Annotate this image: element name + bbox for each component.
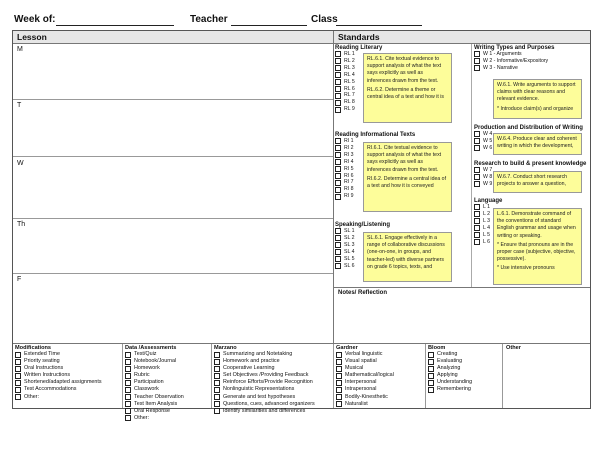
checkbox-label: RI 9 bbox=[344, 193, 354, 200]
checkbox[interactable] bbox=[125, 352, 131, 358]
checkbox-item[interactable] bbox=[15, 358, 123, 365]
checkbox-label: Bodily-Kinesthetic bbox=[345, 393, 388, 400]
checkbox-item[interactable] bbox=[428, 365, 502, 372]
reading-literary-title: Reading Literary bbox=[335, 45, 383, 51]
checkbox[interactable] bbox=[335, 58, 341, 64]
day-thursday: Th bbox=[17, 221, 26, 228]
checkbox-item[interactable] bbox=[336, 386, 424, 393]
checkbox-label: RI 5 bbox=[344, 165, 354, 172]
checkbox[interactable] bbox=[336, 394, 342, 400]
other-section[interactable] bbox=[506, 345, 588, 351]
checkbox-item[interactable] bbox=[428, 372, 502, 379]
checkbox-item[interactable] bbox=[214, 401, 332, 408]
checkbox-label: RL 4 bbox=[344, 71, 355, 78]
checkbox-label: W 2 - Informative/Expository bbox=[483, 57, 549, 64]
checkbox-label: Homework bbox=[134, 365, 160, 372]
speaking-listening-title: Speaking/Listening bbox=[335, 222, 391, 228]
checkbox-label: Teacher Observation bbox=[134, 393, 184, 400]
checkbox[interactable] bbox=[214, 373, 220, 379]
checkbox-label: Priority seating bbox=[24, 358, 60, 365]
checkbox[interactable] bbox=[15, 373, 21, 379]
reading-informational-notes[interactable] bbox=[363, 142, 452, 212]
checkbox-item[interactable] bbox=[15, 351, 123, 358]
note-text: W.6.7. Conduct short research projects to answer a question, bbox=[497, 174, 568, 188]
checkbox-item[interactable] bbox=[15, 379, 123, 386]
checkbox-item[interactable] bbox=[336, 358, 424, 365]
note-text: W.6.1. Write arguments to support claims with clear reasons and relevant evidence. bbox=[497, 82, 576, 103]
checkbox-label: W 6 bbox=[483, 144, 493, 151]
class-label: Class bbox=[311, 14, 338, 25]
checkbox-label: W 7 bbox=[483, 167, 493, 173]
checkbox-label: Reinforce Efforts/Provide Recognition bbox=[223, 379, 313, 386]
checkbox[interactable] bbox=[335, 138, 341, 144]
gardner-section bbox=[336, 345, 424, 408]
checkbox[interactable] bbox=[474, 174, 480, 180]
checkbox-label: RL 1 bbox=[344, 51, 355, 57]
production-notes[interactable] bbox=[493, 133, 582, 155]
checkbox[interactable] bbox=[335, 235, 341, 241]
checkbox[interactable] bbox=[15, 352, 21, 358]
checkbox-label: Classwork bbox=[134, 386, 159, 393]
checkbox[interactable] bbox=[336, 387, 342, 393]
checkbox-label: Set Objectives /Providing Feedback bbox=[223, 372, 309, 379]
modifications-list bbox=[15, 351, 123, 401]
checkbox[interactable] bbox=[428, 366, 434, 372]
checkbox-label: RL 9 bbox=[344, 106, 355, 113]
week-of-label: Week of: bbox=[14, 14, 56, 25]
checkbox[interactable] bbox=[335, 263, 341, 269]
checkbox-label: L 3 bbox=[483, 217, 491, 224]
marzano-list bbox=[214, 351, 332, 415]
checkbox-item[interactable] bbox=[15, 372, 123, 379]
other-title: Other bbox=[506, 345, 521, 351]
checkbox-label: Interpersonal bbox=[345, 379, 377, 386]
checkbox-label: Nonlinguistic Representations bbox=[223, 386, 295, 393]
checkbox-item[interactable] bbox=[214, 358, 332, 365]
checkbox[interactable] bbox=[214, 366, 220, 372]
checkbox-label: Creating bbox=[437, 351, 458, 357]
checkbox-label: RI 8 bbox=[344, 186, 354, 193]
checkbox[interactable] bbox=[15, 380, 21, 386]
checkbox[interactable] bbox=[474, 225, 480, 231]
checkbox-label: Mathematical/logical bbox=[345, 372, 394, 379]
standards-header: Standards bbox=[334, 31, 590, 44]
checkbox-label: W 1 - Arguments bbox=[483, 51, 522, 57]
day-divider bbox=[13, 273, 333, 274]
checkbox-item[interactable] bbox=[474, 65, 590, 72]
checkbox-item[interactable] bbox=[125, 351, 211, 358]
checkbox-item[interactable] bbox=[336, 401, 424, 408]
checkbox[interactable] bbox=[474, 131, 480, 137]
checkbox-label: SL 1 bbox=[344, 228, 355, 234]
note-text: W.6.4. Produce clear and coherent writing in which the development, bbox=[497, 136, 577, 150]
checkbox[interactable] bbox=[214, 359, 220, 365]
day-friday: F bbox=[17, 276, 22, 283]
bottom-col-divider bbox=[211, 344, 212, 408]
checkbox[interactable] bbox=[335, 51, 341, 57]
checkbox[interactable] bbox=[428, 380, 434, 386]
checkbox-label: L 4 bbox=[483, 224, 491, 231]
checkbox[interactable] bbox=[214, 380, 220, 386]
checkbox[interactable] bbox=[474, 239, 480, 245]
checkbox-label: Visual spatial bbox=[345, 358, 377, 365]
checkbox[interactable] bbox=[335, 256, 341, 262]
checkbox-label: Intrapersonal bbox=[345, 386, 377, 393]
checkbox-item[interactable] bbox=[125, 408, 211, 415]
checkbox[interactable] bbox=[214, 401, 220, 407]
checkbox[interactable] bbox=[428, 352, 434, 358]
checkbox[interactable] bbox=[474, 181, 480, 187]
teacher-label: Teacher bbox=[190, 14, 228, 25]
checkbox-label: Rubric bbox=[134, 372, 150, 379]
checkbox-label: RI 7 bbox=[344, 179, 354, 186]
checkbox-label: RL 3 bbox=[344, 64, 355, 71]
day-divider bbox=[13, 218, 333, 219]
checkbox[interactable] bbox=[15, 387, 21, 393]
checkbox[interactable] bbox=[428, 373, 434, 379]
checkbox-label: RI 2 bbox=[344, 144, 354, 151]
checkbox-label: Summarizing and Notetaking bbox=[223, 351, 293, 357]
bottom-col-divider bbox=[333, 344, 334, 408]
checkbox[interactable] bbox=[335, 180, 341, 186]
checkbox-label: L 1 bbox=[483, 204, 491, 210]
checkbox-label: W 8 bbox=[483, 173, 493, 180]
checkbox[interactable] bbox=[125, 380, 131, 386]
checkbox-label: Musical bbox=[345, 365, 364, 372]
checkbox-item[interactable] bbox=[428, 351, 502, 358]
checkbox-label: Homework and practice bbox=[223, 358, 280, 365]
notes-reflection-title: Notes/ Reflection bbox=[338, 290, 388, 296]
checkbox[interactable] bbox=[335, 249, 341, 255]
checkbox[interactable] bbox=[336, 401, 342, 407]
writing-types-notes[interactable] bbox=[493, 79, 582, 119]
notes-reflection[interactable] bbox=[338, 290, 588, 342]
checkbox[interactable] bbox=[474, 145, 480, 151]
checkbox-label: RL 7 bbox=[344, 92, 355, 99]
checkbox-label: W 5 bbox=[483, 137, 493, 144]
bottom-divider bbox=[13, 343, 590, 344]
checkbox[interactable] bbox=[335, 79, 341, 85]
checkbox-label: RL 5 bbox=[344, 78, 355, 85]
checkbox-label: Oral Instructions bbox=[24, 365, 64, 372]
note-text: RI.6.2. Determine a central idea of a text and how it is conveyed bbox=[367, 175, 447, 190]
checkbox[interactable] bbox=[335, 166, 341, 172]
checkbox[interactable] bbox=[125, 408, 131, 414]
checkbox-label: Oral Response bbox=[134, 407, 170, 414]
checkbox-item[interactable] bbox=[474, 58, 590, 65]
checkbox[interactable] bbox=[214, 394, 220, 400]
checkbox[interactable] bbox=[474, 138, 480, 144]
checkbox-label: Analyzing bbox=[437, 365, 461, 372]
production-title: Production and Distribution of Writing bbox=[474, 125, 583, 131]
standards-divider bbox=[471, 44, 472, 287]
column-divider bbox=[333, 31, 334, 343]
marzano-title: Marzano bbox=[214, 345, 237, 351]
checkbox-item[interactable] bbox=[214, 394, 332, 401]
reading-literary-notes[interactable] bbox=[363, 53, 452, 123]
checkbox-item[interactable] bbox=[336, 365, 424, 372]
checkbox-item[interactable] bbox=[214, 379, 332, 386]
checkbox[interactable] bbox=[335, 159, 341, 165]
checkbox-item[interactable] bbox=[125, 386, 211, 393]
checkbox-item[interactable] bbox=[125, 415, 211, 422]
checkbox-label: Other: bbox=[24, 393, 39, 400]
checkbox[interactable] bbox=[336, 352, 342, 358]
note-text: L.6.1. Demonstrate command of the conventions of standard English grammar and usage when writing or speaking. bbox=[497, 211, 576, 239]
note-text: RL.6.2. Determine a theme or central idea of a text and how it is bbox=[367, 86, 444, 101]
checkbox-label: W 9 bbox=[483, 180, 493, 187]
checkbox[interactable] bbox=[335, 72, 341, 78]
checkbox-label: Understanding bbox=[437, 379, 473, 386]
checkbox-item[interactable] bbox=[428, 358, 502, 365]
day-divider bbox=[13, 99, 333, 100]
checkbox[interactable] bbox=[125, 359, 131, 365]
checkbox-label: SL 3 bbox=[344, 241, 355, 248]
bloom-title: Bloom bbox=[428, 345, 446, 351]
checkbox-label: Extended Time bbox=[24, 351, 60, 357]
checkbox[interactable] bbox=[336, 366, 342, 372]
checkbox-label: Test Accommodations bbox=[24, 386, 77, 393]
checkbox[interactable] bbox=[335, 228, 341, 234]
week-of-field[interactable] bbox=[56, 16, 174, 26]
note-text: * Introduce claim(s) and organize bbox=[497, 105, 574, 112]
checkbox-label: RL 8 bbox=[344, 99, 355, 106]
teacher-field[interactable] bbox=[231, 16, 307, 26]
research-title: Research to build & present knowledge bbox=[474, 161, 587, 167]
bloom-section bbox=[428, 345, 502, 394]
checkbox-item[interactable] bbox=[214, 372, 332, 379]
checkbox-item[interactable] bbox=[15, 386, 123, 393]
modifications-section bbox=[15, 345, 123, 401]
day-monday: M bbox=[17, 46, 23, 53]
marzano-section bbox=[214, 345, 332, 415]
day-tuesday: T bbox=[17, 102, 22, 109]
day-divider bbox=[13, 156, 333, 157]
checkbox[interactable] bbox=[335, 187, 341, 193]
note-text: SL.6.1. Engage effectively in a range of collaborative discussions (one-on-one, in groups, and teacher-led) with diverse partners on grade 6 topics, texts, and bbox=[367, 235, 445, 270]
checkbox-item[interactable] bbox=[125, 365, 211, 372]
note-text: * Use intensive pronouns bbox=[497, 265, 555, 272]
checkbox[interactable] bbox=[336, 373, 342, 379]
checkbox[interactable] bbox=[125, 366, 131, 372]
checkbox[interactable] bbox=[125, 394, 131, 400]
writing-types-title: Writing Types and Purposes bbox=[474, 45, 555, 51]
checkbox[interactable] bbox=[474, 51, 480, 57]
checkbox[interactable] bbox=[474, 65, 480, 71]
checkbox-item[interactable] bbox=[336, 379, 424, 386]
checkbox-label: Written Instructions bbox=[24, 372, 71, 379]
checkbox[interactable] bbox=[474, 211, 480, 217]
checkbox-label: Applying bbox=[437, 372, 458, 379]
checkbox[interactable] bbox=[474, 204, 480, 210]
checkbox-label: SL 5 bbox=[344, 255, 355, 262]
checkbox-label: RI 6 bbox=[344, 172, 354, 179]
checkbox[interactable] bbox=[474, 167, 480, 173]
checkbox-item[interactable] bbox=[125, 401, 211, 408]
checkbox[interactable] bbox=[15, 394, 21, 400]
checkbox-label: Verbal linguistic bbox=[345, 351, 383, 357]
data-assessments-section bbox=[125, 345, 211, 422]
checkbox[interactable] bbox=[125, 401, 131, 407]
checkbox-label: Evaluating bbox=[437, 358, 463, 365]
checkbox-item[interactable] bbox=[125, 394, 211, 401]
checkbox[interactable] bbox=[335, 173, 341, 179]
gardner-list bbox=[336, 351, 424, 408]
checkbox-label: L 6 bbox=[483, 238, 491, 245]
checkbox-label: L 5 bbox=[483, 231, 491, 238]
writing-types-list bbox=[474, 51, 590, 72]
checkbox-item[interactable] bbox=[428, 386, 502, 393]
bottom-col-divider bbox=[425, 344, 426, 408]
checkbox[interactable] bbox=[335, 194, 341, 200]
checkbox[interactable] bbox=[15, 366, 21, 372]
checkbox-label: W 3 - Narrative bbox=[483, 64, 518, 71]
checkbox[interactable] bbox=[428, 359, 434, 365]
checkbox-label: Generate and test hypotheses bbox=[223, 393, 296, 400]
checkbox-item[interactable] bbox=[15, 394, 123, 401]
data-assessments-title: Data /Assessments bbox=[125, 345, 177, 351]
checkbox[interactable] bbox=[214, 387, 220, 393]
checkbox-label: Test Item Analysis bbox=[134, 400, 178, 407]
note-text: RL.6.1. Cite textual evidence to support analysis of what the text says explicitly as well as inferences drawn from the text. bbox=[367, 56, 442, 84]
checkbox-item[interactable] bbox=[125, 379, 211, 386]
checkbox-item[interactable] bbox=[214, 408, 332, 415]
checkbox[interactable] bbox=[125, 373, 131, 379]
checkbox[interactable] bbox=[335, 107, 341, 113]
gardner-title: Gardner bbox=[336, 345, 358, 351]
checkbox-item[interactable] bbox=[336, 394, 424, 401]
checkbox-label: RI 1 bbox=[344, 138, 354, 144]
checkbox-item[interactable] bbox=[15, 365, 123, 372]
checkbox[interactable] bbox=[214, 352, 220, 358]
bottom-col-divider bbox=[122, 344, 123, 408]
language-notes[interactable] bbox=[493, 208, 582, 285]
checkbox[interactable] bbox=[335, 65, 341, 71]
checkbox[interactable] bbox=[335, 86, 341, 92]
checkbox-label: Participation bbox=[134, 379, 164, 386]
checkbox[interactable] bbox=[336, 359, 342, 365]
checkbox-label: Shortened/adapted assignments bbox=[24, 379, 102, 386]
writing-types-section bbox=[474, 45, 590, 72]
lesson-area[interactable] bbox=[13, 44, 333, 343]
checkbox-label: Identify similarities and differences bbox=[223, 407, 306, 414]
checkbox-label: RL 2 bbox=[344, 57, 355, 64]
checkbox-label: Cooperative Learning bbox=[223, 365, 275, 372]
speaking-listening-notes[interactable] bbox=[363, 232, 452, 282]
bottom-col-divider bbox=[502, 344, 503, 408]
bloom-list bbox=[428, 351, 502, 394]
checkbox-label: Naturalist bbox=[345, 400, 368, 407]
reading-informational-title: Reading Informational Texts bbox=[335, 132, 416, 138]
checkbox[interactable] bbox=[335, 93, 341, 99]
checkbox[interactable] bbox=[474, 58, 480, 64]
class-field[interactable] bbox=[336, 16, 422, 26]
checkbox-item[interactable] bbox=[336, 351, 424, 358]
checkbox-label: SL 6 bbox=[344, 262, 355, 269]
checkbox[interactable] bbox=[335, 100, 341, 106]
data-assessments-list bbox=[125, 351, 211, 422]
checkbox-label: Notebook/Journal bbox=[134, 358, 177, 365]
day-wednesday: W bbox=[17, 160, 24, 167]
checkbox-item[interactable] bbox=[125, 358, 211, 365]
checkbox-label: SL 4 bbox=[344, 248, 355, 255]
checkbox-label: W 4 bbox=[483, 131, 493, 137]
checkbox-item[interactable] bbox=[214, 365, 332, 372]
checkbox-label: Other: bbox=[134, 414, 149, 421]
checkbox-label: L 2 bbox=[483, 210, 491, 217]
checkbox[interactable] bbox=[428, 387, 434, 393]
checkbox[interactable] bbox=[474, 218, 480, 224]
checkbox-item[interactable] bbox=[428, 379, 502, 386]
checkbox-label: RI 4 bbox=[344, 158, 354, 165]
checkbox[interactable] bbox=[336, 380, 342, 386]
checkbox-item[interactable] bbox=[214, 351, 332, 358]
checkbox[interactable] bbox=[335, 242, 341, 248]
note-text: * Ensure that pronouns are in the proper case (subjective, objective, possessive). bbox=[497, 241, 576, 263]
checkbox[interactable] bbox=[125, 415, 131, 421]
modifications-title: Modifications bbox=[15, 345, 52, 351]
checkbox-label: Questions, cues, advanced organizers bbox=[223, 400, 315, 407]
checkbox[interactable] bbox=[125, 387, 131, 393]
checkbox-label: Remembering bbox=[437, 386, 471, 393]
checkbox[interactable] bbox=[15, 359, 21, 365]
notes-divider bbox=[334, 287, 590, 288]
note-text: RI.6.1. Cite textual evidence to support analysis of what the text says explicitly as well as inferences drawn from the text. bbox=[367, 145, 442, 173]
checkbox[interactable] bbox=[335, 145, 341, 151]
checkbox-item[interactable] bbox=[214, 386, 332, 393]
checkbox[interactable] bbox=[474, 232, 480, 238]
checkbox-label: SL 2 bbox=[344, 234, 355, 241]
checkbox-item[interactable] bbox=[336, 372, 424, 379]
checkbox-label: Test/Quiz bbox=[134, 351, 157, 357]
checkbox-item[interactable] bbox=[474, 51, 590, 58]
language-title: Language bbox=[474, 198, 503, 204]
checkbox[interactable] bbox=[214, 408, 220, 414]
checkbox-label: RL 6 bbox=[344, 85, 355, 92]
checkbox-label: RI 3 bbox=[344, 151, 354, 158]
lesson-header: Lesson bbox=[13, 31, 333, 44]
checkbox-item[interactable] bbox=[125, 372, 211, 379]
checkbox[interactable] bbox=[335, 152, 341, 158]
research-notes[interactable] bbox=[493, 171, 582, 193]
